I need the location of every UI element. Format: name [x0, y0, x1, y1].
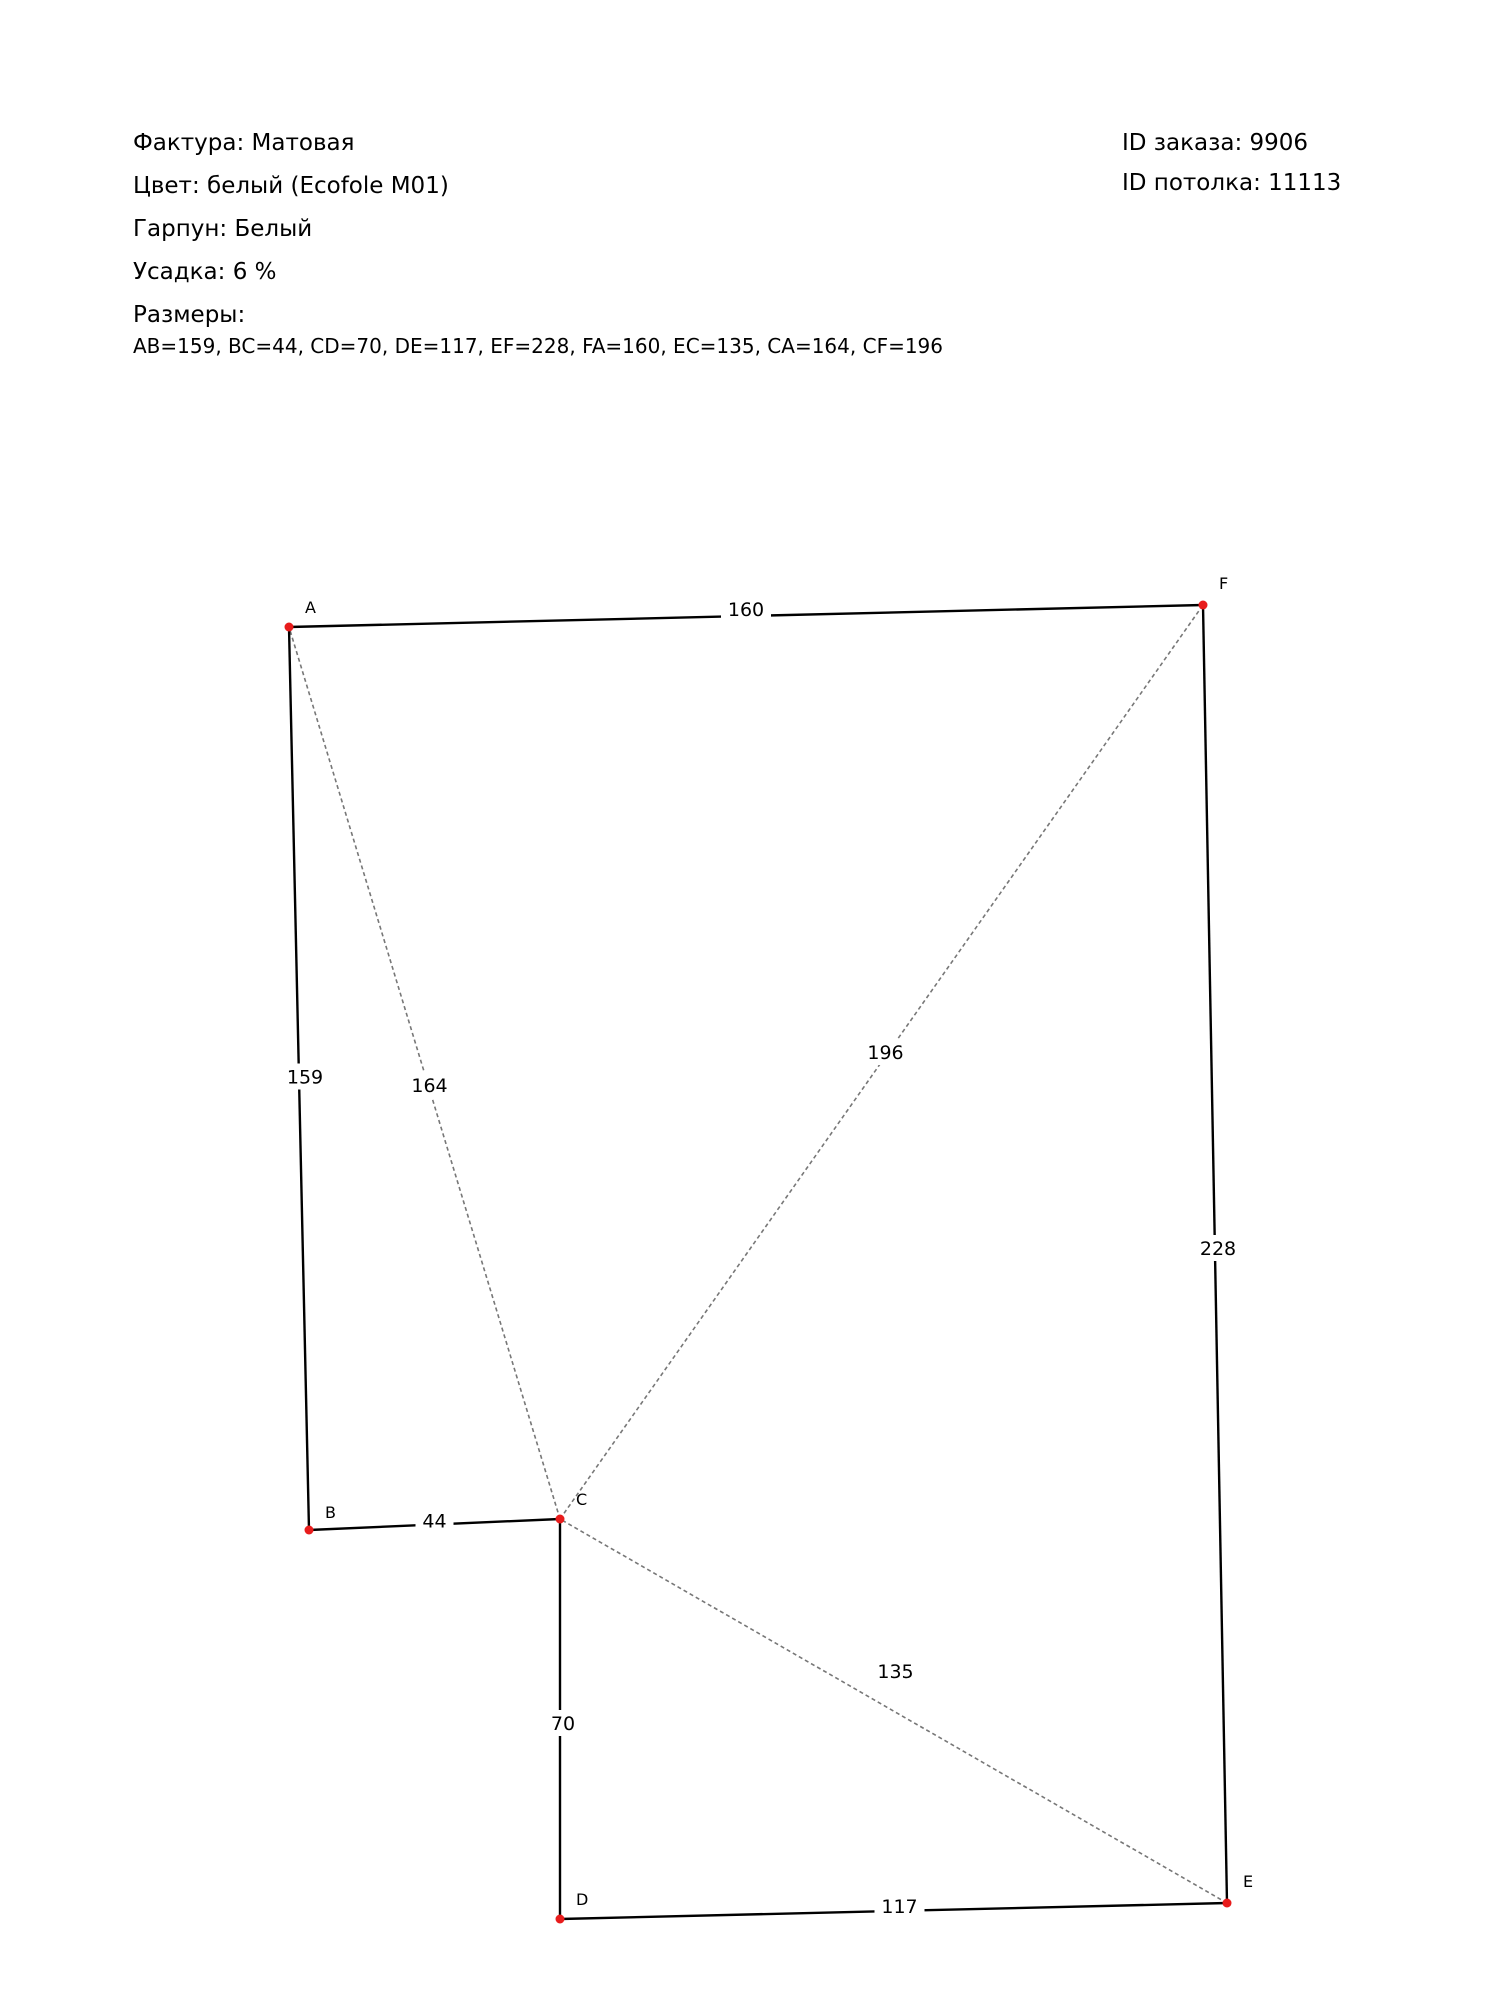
sizes-title: Размеры: [133, 302, 246, 328]
vertex-point-e [1223, 1899, 1232, 1908]
vertex-label-d: D [576, 1890, 589, 1909]
color-text: Цвет: белый (Ecofole M01) [133, 173, 449, 199]
vertex-label-f: F [1219, 574, 1229, 593]
perimeter-layer [286, 605, 1227, 1919]
vertices-layer [285, 574, 1254, 1924]
ceiling-id-text: ID потолка: 11113 [1122, 170, 1342, 196]
texture-text: Фактура: Матовая [133, 130, 355, 156]
edge-label-cf: 196 [867, 1042, 904, 1064]
edge-label-de: 117 [881, 1896, 918, 1918]
edge-label-cd: 70 [550, 1713, 576, 1735]
vertex-label-a: A [305, 598, 316, 617]
vertex-label-c: C [576, 1490, 588, 1509]
vertex-point-a [285, 623, 294, 632]
vertex-point-c [556, 1515, 565, 1524]
vertex-label-e: E [1243, 1872, 1254, 1891]
harpoon-text: Гарпун: Белый [133, 216, 313, 242]
diagonals-layer [286, 605, 1227, 1903]
edge-label-ec: 135 [877, 1661, 914, 1683]
order-id-text: ID заказа: 9906 [1122, 130, 1309, 156]
edge-label-ca: 164 [411, 1075, 448, 1097]
diagonal-ec [560, 1519, 1227, 1903]
vertex-point-d [556, 1915, 565, 1924]
edge-label-bc: 44 [422, 1510, 447, 1533]
edge-label-ef: 228 [1199, 1238, 1237, 1260]
edge-label-ab: 159 [286, 1066, 324, 1089]
vertex-label-b: B [325, 1503, 336, 1522]
edge-labels-layer [280, 596, 1243, 1919]
edge-label-fa: 160 [727, 599, 765, 621]
shrinkage-text: Усадка: 6 % [133, 259, 277, 285]
vertex-point-b [305, 1526, 314, 1535]
sizes-list: AB=159, BC=44, CD=70, DE=117, EF=228, FA=160, EC=135, CA=164, CF=196 [133, 334, 943, 358]
vertex-point-f [1199, 601, 1208, 610]
